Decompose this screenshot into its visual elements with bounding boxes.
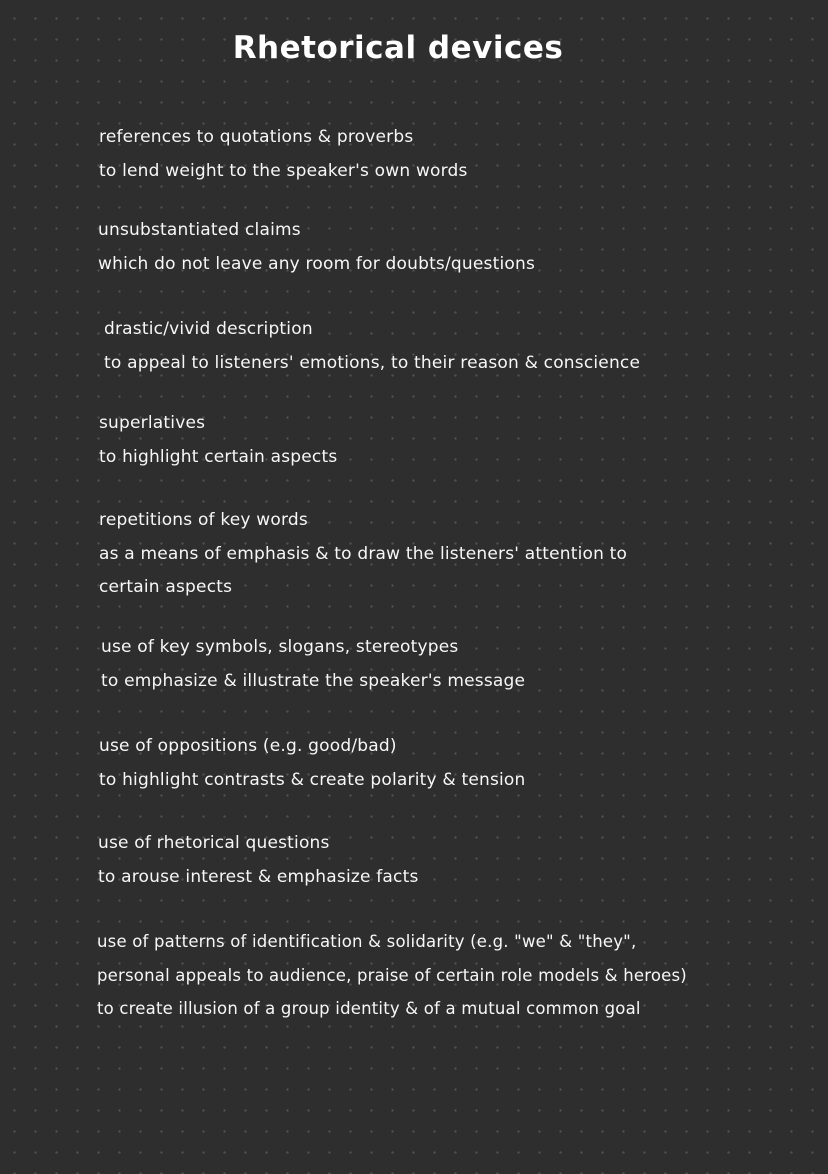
device-purpose: to highlight certain aspects bbox=[99, 446, 338, 467]
device-name: references to quotations & proverbs bbox=[99, 127, 414, 147]
device-entry bbox=[104, 313, 640, 380]
device-entry bbox=[99, 730, 526, 797]
device-name: drastic/vivid description bbox=[104, 319, 313, 339]
device-purpose: to highlight contrasts & create polarity & tension bbox=[99, 769, 526, 790]
device-entry bbox=[99, 121, 468, 188]
device-name: use of oppositions (e.g. good/bad) bbox=[99, 736, 397, 756]
device-purpose: to arouse interest & emphasize facts bbox=[98, 866, 419, 887]
device-entry bbox=[101, 631, 525, 698]
device-name: use of patterns of identification & solidarity (e.g. "we" & "they", bbox=[97, 932, 637, 951]
device-name: superlatives bbox=[99, 413, 206, 433]
device-entry bbox=[97, 925, 687, 1026]
device-purpose: to emphasize & illustrate the speaker's message bbox=[101, 670, 526, 691]
device-name: use of rhetorical questions bbox=[98, 833, 330, 853]
device-purpose: certain aspects bbox=[99, 577, 233, 597]
device-purpose: personal appeals to audience, praise of certain role models & heroes) bbox=[97, 965, 687, 985]
page-title: Rhetorical devices bbox=[232, 30, 564, 66]
device-entry bbox=[98, 827, 419, 894]
device-entry bbox=[98, 214, 535, 281]
device-entry bbox=[99, 504, 627, 605]
device-name: repetitions of key words bbox=[99, 510, 308, 530]
device-name: unsubstantiated claims bbox=[98, 220, 301, 240]
device-purpose: to create illusion of a group identity & of a mutual common goal bbox=[97, 999, 641, 1018]
device-name: use of key symbols, slogans, stereotypes bbox=[101, 637, 459, 657]
device-purpose: as a means of emphasis & to draw the listeners' attention to bbox=[99, 543, 628, 564]
device-purpose: which do not leave any room for doubts/questions bbox=[98, 253, 536, 274]
device-purpose: to appeal to listeners' emotions, to their reason & conscience bbox=[104, 352, 641, 373]
device-entry bbox=[99, 407, 337, 474]
device-purpose: to lend weight to the speaker's own words bbox=[99, 160, 468, 181]
